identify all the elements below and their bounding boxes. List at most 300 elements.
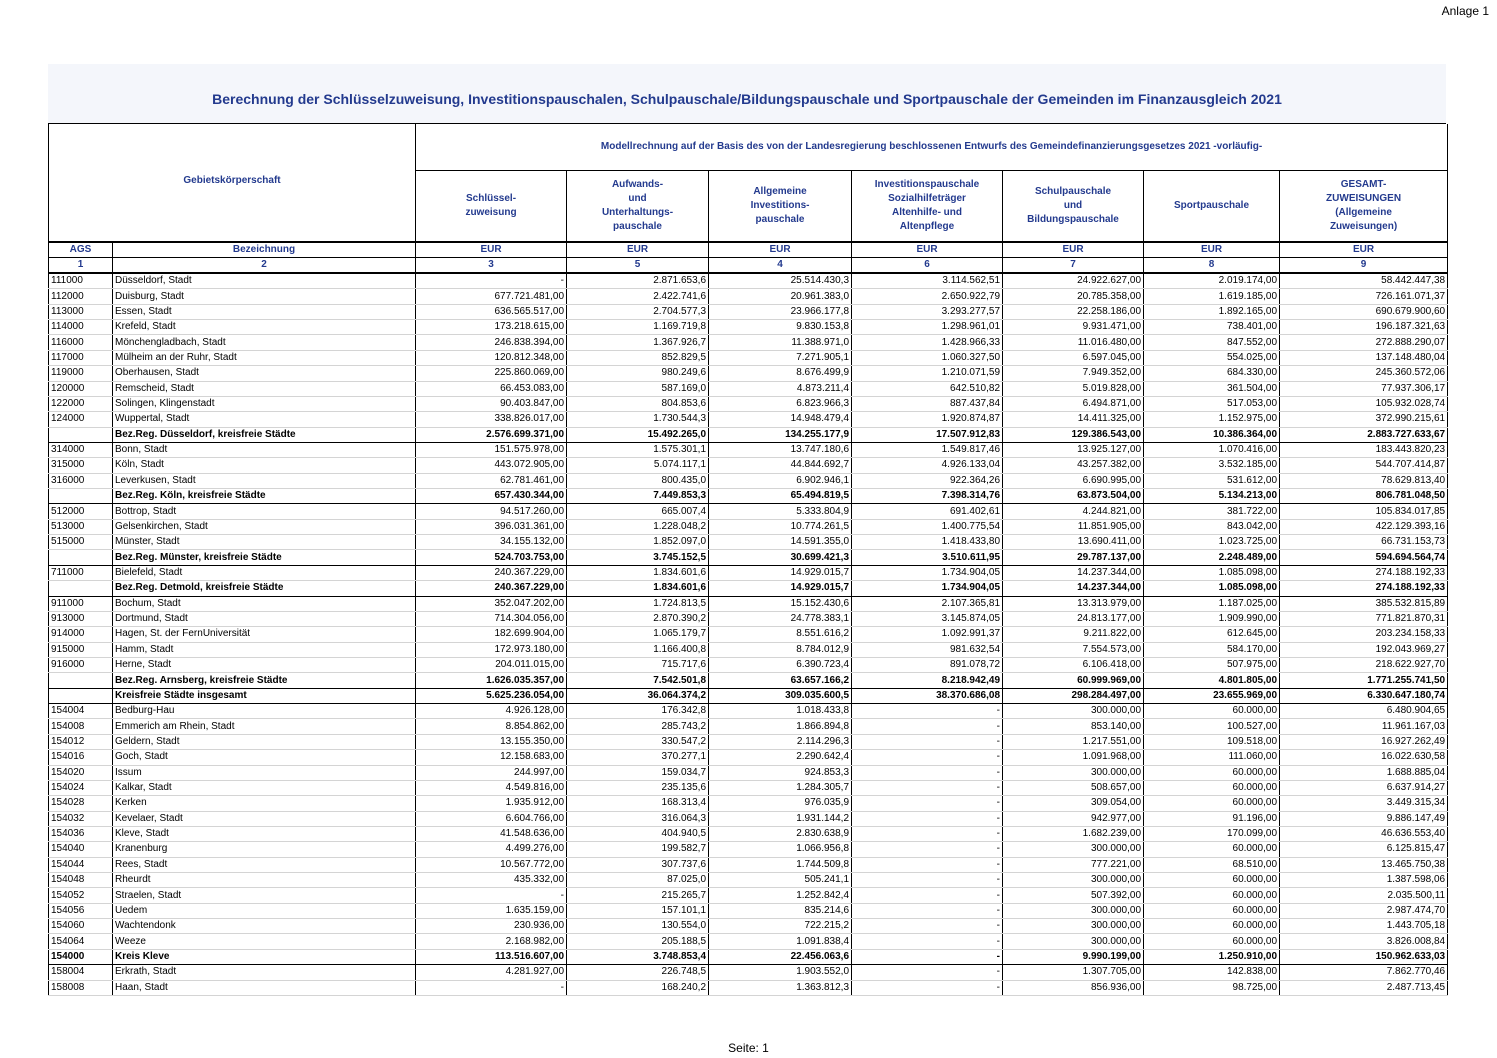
value-cell: 204.011.015,00 (416, 657, 567, 672)
value-cell: 847.552,00 (1144, 335, 1280, 350)
value-cell: 14.591.355,0 (709, 535, 852, 550)
value-cell: 8.854.862,00 (416, 719, 567, 734)
value-cell: 2.114.296,3 (709, 734, 852, 749)
value-cell: 691.402,61 (852, 504, 1003, 519)
value-cell: 7.949.352,00 (1003, 366, 1144, 381)
value-cell: 65.494.819,5 (709, 489, 852, 504)
name-cell: Köln, Stadt (113, 458, 416, 473)
name-cell: Haan, Stadt (113, 980, 416, 995)
value-cell: 1.935.912,00 (416, 796, 567, 811)
value-cell: 90.403.847,00 (416, 396, 567, 411)
value-cell: 307.737,6 (567, 857, 709, 872)
ags-cell: 154052 (49, 888, 113, 903)
value-cell: 6.390.723,4 (709, 657, 852, 672)
ags-cell (49, 673, 113, 688)
value-cell: 531.612,00 (1144, 473, 1280, 488)
ags-cell: 515000 (49, 535, 113, 550)
ags-cell (49, 427, 113, 442)
value-cell: 843.042,00 (1144, 519, 1280, 534)
value-cell: 544.707.414,87 (1280, 458, 1448, 473)
table-row (49, 719, 1448, 734)
annex-label: Anlage 1 (1441, 4, 1489, 18)
value-cell: 13.313.979,00 (1003, 596, 1144, 611)
value-cell: 665.007,4 (567, 504, 709, 519)
allocation-table (48, 124, 1448, 996)
table-row (49, 750, 1448, 765)
value-cell: 856.936,00 (1003, 980, 1144, 995)
value-cell: 30.699.421,3 (709, 550, 852, 565)
ags-cell: 512000 (49, 504, 113, 519)
value-cell: 11.851.905,00 (1003, 519, 1144, 534)
name-cell: Hamm, Stadt (113, 642, 416, 657)
table-row (49, 335, 1448, 350)
value-cell: 2.871.653,6 (567, 273, 709, 289)
value-cell: 11.388.971,0 (709, 335, 852, 350)
value-cell: - (852, 888, 1003, 903)
value-cell: 642.510,82 (852, 381, 1003, 396)
page-title: Berechnung der Schlüsselzuweisung, Investitionspauschalen, Schulpauschale/Bildungspauschale und Sportpauschale der Gemeinden im Finanzausgleich 2021 (212, 91, 1282, 107)
value-cell: 6.106.418,00 (1003, 657, 1144, 672)
value-cell: 78.629.813,40 (1280, 473, 1448, 488)
value-cell: 7.271.905,1 (709, 350, 852, 365)
name-cell: Wuppertal, Stadt (113, 412, 416, 427)
value-cell: - (852, 811, 1003, 826)
name-cell: Bez.Reg. Köln, kreisfreie Städte (113, 489, 416, 504)
ags-cell: 154032 (49, 811, 113, 826)
value-cell: 14.237.344,00 (1003, 581, 1144, 596)
value-cell: 2.870.390,2 (567, 611, 709, 626)
value-cell: 1.018.433,8 (709, 704, 852, 719)
value-cell: - (852, 750, 1003, 765)
column-number: 5 (567, 258, 709, 274)
value-cell: 300.000,00 (1003, 765, 1144, 780)
value-cell: 113.516.607,00 (416, 949, 567, 964)
table-row (49, 627, 1448, 642)
value-cell: 60.000,00 (1144, 765, 1280, 780)
value-cell: 23.966.177,8 (709, 304, 852, 319)
name-cell: Emmerich am Rhein, Stadt (113, 719, 416, 734)
column-header-1 (416, 171, 567, 243)
name-cell: Herne, Stadt (113, 657, 416, 672)
subtotal-row (49, 489, 1448, 504)
ags-cell: 915000 (49, 642, 113, 657)
value-cell: 7.554.573,00 (1003, 642, 1144, 657)
value-cell: 9.931.471,00 (1003, 320, 1144, 335)
value-cell: 2.019.174,00 (1144, 273, 1280, 289)
header-row-numbers (49, 258, 1448, 274)
name-cell: Erkrath, Stadt (113, 965, 416, 980)
value-cell: 6.604.766,00 (416, 811, 567, 826)
value-cell: 1.734.904,05 (852, 581, 1003, 596)
value-cell: 25.514.430,3 (709, 273, 852, 289)
value-cell: 715.717,6 (567, 657, 709, 672)
value-cell: 8.551.616,2 (709, 627, 852, 642)
value-cell: 976.035,9 (709, 796, 852, 811)
value-cell: 1.635.159,00 (416, 903, 567, 918)
value-cell: 1.060.327,50 (852, 350, 1003, 365)
value-cell: 5.625.236.054,00 (416, 688, 567, 703)
value-cell: 1.852.097,0 (567, 535, 709, 550)
value-cell: 129.386.543,00 (1003, 427, 1144, 442)
value-cell: 942.977,00 (1003, 811, 1144, 826)
value-cell: 168.240,2 (567, 980, 709, 995)
unit-label: EUR (567, 242, 709, 258)
value-cell: 6.494.871,00 (1003, 396, 1144, 411)
ags-cell (49, 489, 113, 504)
value-cell: 853.140,00 (1003, 719, 1144, 734)
unit-label: EUR (1144, 242, 1280, 258)
value-cell: 240.367.229,00 (416, 565, 567, 580)
value-cell: 298.284.497,00 (1003, 688, 1144, 703)
value-cell: - (416, 980, 567, 995)
ags-cell: 315000 (49, 458, 113, 473)
value-cell: 300.000,00 (1003, 873, 1144, 888)
column-header-line: ZUWEISUNGEN (1326, 193, 1402, 204)
name-cell: Kerken (113, 796, 416, 811)
column-number: 1 (49, 258, 113, 274)
value-cell: 1.091.968,00 (1003, 750, 1144, 765)
value-cell: 1.284.305,7 (709, 780, 852, 795)
column-number: 4 (709, 258, 852, 274)
table-row (49, 980, 1448, 995)
value-cell: 60.000,00 (1144, 704, 1280, 719)
value-cell: 10.774.261,5 (709, 519, 852, 534)
name-cell: Issum (113, 765, 416, 780)
column-header-line: Allgemeine (753, 186, 807, 197)
value-cell: 684.330,00 (1144, 366, 1280, 381)
value-cell: 91.196,00 (1144, 811, 1280, 826)
value-cell: 3.826.008,84 (1280, 934, 1448, 949)
value-cell: 404.940,5 (567, 826, 709, 841)
value-cell: - (852, 949, 1003, 964)
name-cell: Kleve, Stadt (113, 826, 416, 841)
value-cell: 6.125.815,47 (1280, 842, 1448, 857)
table-row (49, 780, 1448, 795)
value-cell: 1.066.956,8 (709, 842, 852, 857)
value-cell: 6.690.995,00 (1003, 473, 1144, 488)
value-cell: 2.576.699.371,00 (416, 427, 567, 442)
value-cell: 157.101,1 (567, 903, 709, 918)
value-cell: 1.730.544,3 (567, 412, 709, 427)
name-cell: Dortmund, Stadt (113, 611, 416, 626)
table-row (49, 873, 1448, 888)
value-cell: 15.492.265,0 (567, 427, 709, 442)
value-cell: 806.781.048,50 (1280, 489, 1448, 504)
value-cell: 3.114.562,51 (852, 273, 1003, 289)
table-row (49, 396, 1448, 411)
value-cell: 2.035.500,11 (1280, 888, 1448, 903)
value-cell: 1.931.144,2 (709, 811, 852, 826)
value-cell: 8.218.942,49 (852, 673, 1003, 688)
ags-cell: 154028 (49, 796, 113, 811)
ags-cell: 154012 (49, 734, 113, 749)
value-cell: 587.169,0 (567, 381, 709, 396)
value-cell: 14.411.325,00 (1003, 412, 1144, 427)
value-cell: 134.255.177,9 (709, 427, 852, 442)
value-cell: 274.188.192,33 (1280, 581, 1448, 596)
value-cell: 46.636.553,40 (1280, 826, 1448, 841)
value-cell: 8.784.012,9 (709, 642, 852, 657)
column-header-5 (1003, 171, 1144, 243)
table-row (49, 350, 1448, 365)
column-header-line: Investitions- (750, 200, 810, 211)
name-cell: Wachtendonk (113, 919, 416, 934)
value-cell: 443.072.905,00 (416, 458, 567, 473)
value-cell: 22.258.186,00 (1003, 304, 1144, 319)
value-cell: 218.622.927,70 (1280, 657, 1448, 672)
value-cell: 168.313,4 (567, 796, 709, 811)
table-row (49, 273, 1448, 289)
ags-cell: 120000 (49, 381, 113, 396)
subtotal-row (49, 688, 1448, 703)
table-row (49, 381, 1448, 396)
value-cell: 60.000,00 (1144, 888, 1280, 903)
value-cell: 203.234.158,33 (1280, 627, 1448, 642)
value-cell: 690.679.900,60 (1280, 304, 1448, 319)
table-row (49, 765, 1448, 780)
value-cell: 60.000,00 (1144, 842, 1280, 857)
value-cell: 852.829,5 (567, 350, 709, 365)
column-header-line: GESAMT- (1340, 179, 1387, 190)
name-header: Bezeichnung (113, 242, 416, 258)
table-row (49, 289, 1448, 304)
value-cell: 246.838.394,00 (416, 335, 567, 350)
value-cell: 657.430.344,00 (416, 489, 567, 504)
value-cell: 1.152.975,00 (1144, 412, 1280, 427)
value-cell: 63.657.166,2 (709, 673, 852, 688)
name-cell: Essen, Stadt (113, 304, 416, 319)
value-cell: 20.961.383,0 (709, 289, 852, 304)
ags-cell: 158008 (49, 980, 113, 995)
value-cell: 24.778.383,1 (709, 611, 852, 626)
value-cell: 1.418.433,80 (852, 535, 1003, 550)
value-cell: 4.801.805,00 (1144, 673, 1280, 688)
value-cell: 183.443.820,23 (1280, 442, 1448, 457)
table-row (49, 320, 1448, 335)
value-cell: 142.838,00 (1144, 965, 1280, 980)
value-cell: - (416, 273, 567, 289)
table-row (49, 826, 1448, 841)
name-cell: Bez.Reg. Münster, kreisfreie Städte (113, 550, 416, 565)
value-cell: 300.000,00 (1003, 934, 1144, 949)
name-cell: Oberhausen, Stadt (113, 366, 416, 381)
value-cell: 4.281.927,00 (416, 965, 567, 980)
value-cell: - (852, 842, 1003, 857)
name-cell: Bottrop, Stadt (113, 504, 416, 519)
value-cell: 636.565.517,00 (416, 304, 567, 319)
ags-cell: 911000 (49, 596, 113, 611)
value-cell: 105.834.017,85 (1280, 504, 1448, 519)
value-cell: 924.853,3 (709, 765, 852, 780)
value-cell: 4.244.821,00 (1003, 504, 1144, 519)
value-cell: 12.158.683,00 (416, 750, 567, 765)
value-cell: 1.744.509,8 (709, 857, 852, 872)
value-cell: 300.000,00 (1003, 903, 1144, 918)
ags-cell: 154020 (49, 765, 113, 780)
value-cell: - (852, 765, 1003, 780)
value-cell: 1.252.842,4 (709, 888, 852, 903)
value-cell: 13.155.350,00 (416, 734, 567, 749)
value-cell: 1.682.239,00 (1003, 826, 1144, 841)
value-cell: 66.731.153,73 (1280, 535, 1448, 550)
name-cell: Mülheim an der Ruhr, Stadt (113, 350, 416, 365)
value-cell: 17.507.912,83 (852, 427, 1003, 442)
subtotal-row (49, 427, 1448, 442)
value-cell: 5.134.213,00 (1144, 489, 1280, 504)
name-cell: Duisburg, Stadt (113, 289, 416, 304)
value-cell: 10.386.364,00 (1144, 427, 1280, 442)
name-cell: Weeze (113, 934, 416, 949)
table-row (49, 642, 1448, 657)
value-cell: 309.035.600,5 (709, 688, 852, 703)
column-header-line: Sozialhilfeträger (888, 193, 966, 204)
value-cell: 1.771.255.741,50 (1280, 673, 1448, 688)
value-cell: 800.435,0 (567, 473, 709, 488)
value-cell: 722.215,2 (709, 919, 852, 934)
value-cell: 1.400.775,54 (852, 519, 1003, 534)
ags-cell (49, 550, 113, 565)
value-cell: 176.342,8 (567, 704, 709, 719)
value-cell: 60.000,00 (1144, 796, 1280, 811)
value-cell: 1.228.048,2 (567, 519, 709, 534)
name-cell: Bez.Reg. Düsseldorf, kreisfreie Städte (113, 427, 416, 442)
value-cell: 1.070.416,00 (1144, 442, 1280, 457)
ags-cell: 113000 (49, 304, 113, 319)
column-header-line: Aufwands- (611, 179, 664, 190)
table-row (49, 857, 1448, 872)
value-cell: 835.214,6 (709, 903, 852, 918)
value-cell: 4.499.276,00 (416, 842, 567, 857)
value-cell: 370.277,1 (567, 750, 709, 765)
value-cell: - (852, 826, 1003, 841)
value-cell: 22.456.063,6 (709, 949, 852, 964)
ags-cell: 913000 (49, 611, 113, 626)
value-cell: - (852, 934, 1003, 949)
column-number: 6 (852, 258, 1003, 274)
ags-cell: 711000 (49, 565, 113, 580)
value-cell: 13.925.127,00 (1003, 442, 1144, 457)
value-cell: 517.053,00 (1144, 396, 1280, 411)
value-cell: 62.781.461,00 (416, 473, 567, 488)
value-cell: 1.023.725,00 (1144, 535, 1280, 550)
ags-cell: 513000 (49, 519, 113, 534)
table-row (49, 473, 1448, 488)
value-cell: - (852, 704, 1003, 719)
ags-cell: 154024 (49, 780, 113, 795)
ags-cell: 914000 (49, 627, 113, 642)
value-cell: - (416, 888, 567, 903)
subtotal-row (49, 581, 1448, 596)
value-cell: 109.518,00 (1144, 734, 1280, 749)
name-cell: Bez.Reg. Arnsberg, kreisfreie Städte (113, 673, 416, 688)
value-cell: 130.554,0 (567, 919, 709, 934)
value-cell: 804.853,6 (567, 396, 709, 411)
column-header-line: Altenpflege (899, 221, 955, 232)
value-cell: 5.333.804,9 (709, 504, 852, 519)
value-cell: 10.567.772,00 (416, 857, 567, 872)
ags-cell: 117000 (49, 350, 113, 365)
value-cell: 170.099,00 (1144, 826, 1280, 841)
value-cell: 372.990.215,61 (1280, 412, 1448, 427)
name-cell: Rees, Stadt (113, 857, 416, 872)
table-row (49, 919, 1448, 934)
subtotal-row (49, 673, 1448, 688)
value-cell: 771.821.870,31 (1280, 611, 1448, 626)
value-cell: 300.000,00 (1003, 704, 1144, 719)
ags-cell: 916000 (49, 657, 113, 672)
table-row (49, 442, 1448, 457)
value-cell: - (852, 873, 1003, 888)
value-cell: 7.862.770,46 (1280, 965, 1448, 980)
value-cell: 60.000,00 (1144, 903, 1280, 918)
value-cell: 385.532.815,89 (1280, 596, 1448, 611)
value-cell: 1.866.894,8 (709, 719, 852, 734)
value-cell: 5.074.117,1 (567, 458, 709, 473)
unit-label: EUR (1280, 242, 1448, 258)
value-cell: 150.962.633,03 (1280, 949, 1448, 964)
column-header-line: pauschale (613, 221, 662, 232)
value-cell: 422.129.393,16 (1280, 519, 1448, 534)
value-cell: 1.169.719,8 (567, 320, 709, 335)
value-cell: 980.249,6 (567, 366, 709, 381)
value-cell: 225.860.069,00 (416, 366, 567, 381)
name-cell: Bedburg-Hau (113, 704, 416, 719)
value-cell: 94.517.260,00 (416, 504, 567, 519)
ags-cell (49, 688, 113, 703)
table-row (49, 565, 1448, 580)
value-cell: 272.888.290,07 (1280, 335, 1448, 350)
value-cell: 316.064,3 (567, 811, 709, 826)
value-cell: 396.031.361,00 (416, 519, 567, 534)
value-cell: 151.575.978,00 (416, 442, 567, 457)
ags-cell: 154000 (49, 949, 113, 964)
value-cell: 435.332,00 (416, 873, 567, 888)
value-cell: 777.221,00 (1003, 857, 1144, 872)
column-number: 3 (416, 258, 567, 274)
value-cell: 16.022.630,58 (1280, 750, 1448, 765)
value-cell: 300.000,00 (1003, 842, 1144, 857)
ags-cell: 314000 (49, 442, 113, 457)
column-header-4 (852, 171, 1003, 243)
value-cell: 87.025,0 (567, 873, 709, 888)
value-cell: 16.927.262,49 (1280, 734, 1448, 749)
value-cell: 1.085.098,00 (1144, 565, 1280, 580)
name-cell: Kreis Kleve (113, 949, 416, 964)
value-cell: 182.699.904,00 (416, 627, 567, 642)
name-cell: Mönchengladbach, Stadt (113, 335, 416, 350)
column-header-line: Schlüssel- (466, 193, 517, 204)
value-cell: 361.504,00 (1144, 381, 1280, 396)
value-cell: 7.449.853,3 (567, 489, 709, 504)
value-cell: 1.734.904,05 (852, 565, 1003, 580)
column-header-line: pauschale (755, 214, 805, 225)
value-cell: 100.527,00 (1144, 719, 1280, 734)
value-cell: 13.690.411,00 (1003, 535, 1144, 550)
value-cell: 60.000,00 (1144, 780, 1280, 795)
value-cell: 68.510,00 (1144, 857, 1280, 872)
value-cell: 1.166.400,8 (567, 642, 709, 657)
table-row (49, 412, 1448, 427)
value-cell: 36.064.374,2 (567, 688, 709, 703)
value-cell: 137.148.480,04 (1280, 350, 1448, 365)
value-cell: 230.936,00 (416, 919, 567, 934)
name-cell: Bielefeld, Stadt (113, 565, 416, 580)
value-cell: 1.210.071,59 (852, 366, 1003, 381)
value-cell: 2.168.982,00 (416, 934, 567, 949)
ags-cell (49, 581, 113, 596)
value-cell: 44.844.692,7 (709, 458, 852, 473)
ags-cell: 116000 (49, 335, 113, 350)
